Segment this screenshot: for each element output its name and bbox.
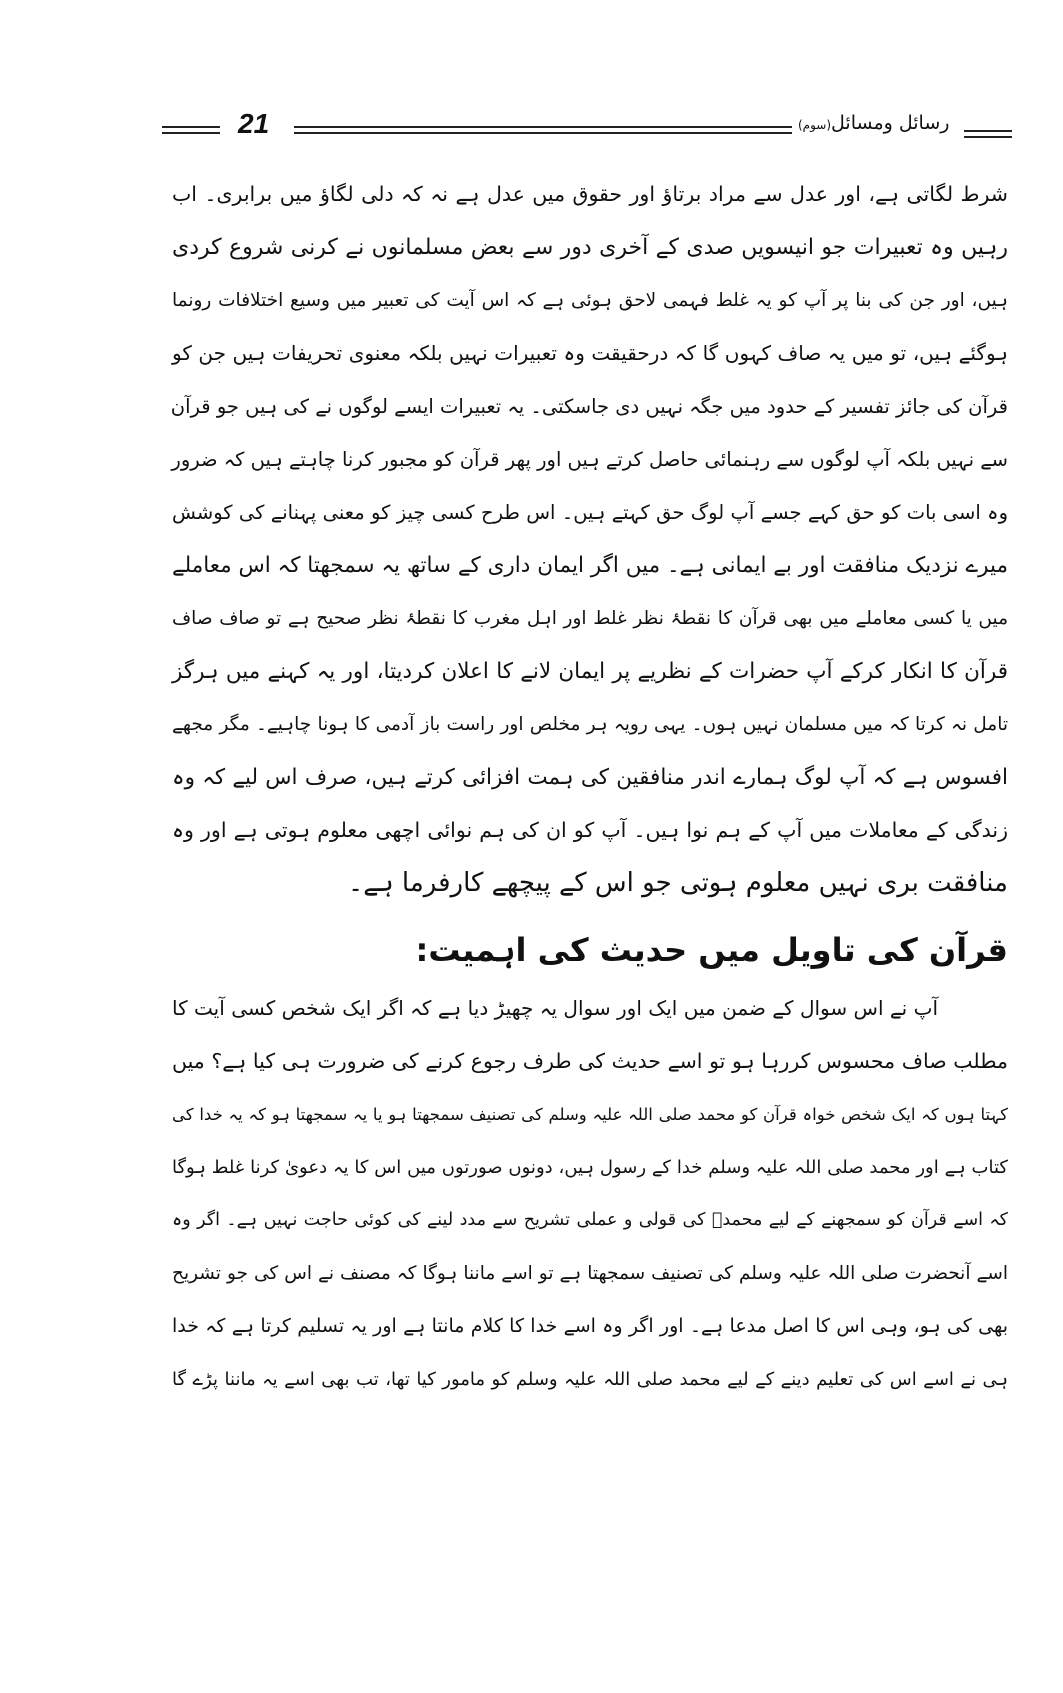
paragraph xyxy=(172,168,1008,910)
text-line: میں یا کسی معاملے میں بھی قرآن کا نقطۂ نظر غلط اور اہل مغرب کا نقطۂ نظر صحیح ہے تو صاف صاف xyxy=(172,608,1008,629)
text-line: ہی نے اسے اس کی تعلیم دینے کے لیے محمد صلی اللہ علیہ وسلم کو مامور کیا تھا، تب بھی اسے یہ ماننا پڑے گا xyxy=(172,1369,1008,1390)
text-line: کتاب ہے اور محمد صلی اللہ علیہ وسلم خدا کے رسول ہیں، دونوں صورتوں میں اس کا یہ دعویٰ کرنا غلط ہوگا xyxy=(172,1157,1008,1178)
text-line: قرآن کی جائز تفسیر کے حدود میں جگہ نہیں دی جاسکتی۔ یہ تعبیرات ایسے لوگوں نے کی ہیں جو قرآن xyxy=(170,395,1008,418)
page-number: 21 xyxy=(238,108,270,139)
text-line: وہ اسی بات کو حق کہے جسے آپ لوگ حق کہتے ہیں۔ اس طرح کسی چیز کو معنی پہنانے کی کوشش xyxy=(172,501,1008,524)
text-line: سے نہیں بلکہ آپ لوگوں سے رہنمائی حاصل کرتے ہیں اور پھر قرآن کو مجبور کرنا چاہتے ہیں کہ ضرور xyxy=(171,448,1008,471)
text-line: کہتا ہوں کہ ایک شخص خواہ قرآن کو محمد صلی اللہ علیہ وسلم کی تصنیف سمجھتا ہو یا یہ سمجھتا ہو کہ یہ خدا کی xyxy=(172,1105,1008,1124)
book-title: رسائل ومسائل xyxy=(831,112,950,134)
header-rule xyxy=(294,126,792,134)
header-rule xyxy=(964,130,1012,138)
text-line: افسوس ہے کہ آپ لوگ ہمارے اندر منافقین کی ہمت افزائی کرتے ہیں، صرف اس لیے کہ وہ xyxy=(172,765,1008,790)
text-line: ہوگئے ہیں، تو میں یہ صاف کہوں گا کہ درحقیقت وہ تعبیرات نہیں بلکہ معنوی تحریفات ہیں جن کو xyxy=(172,341,1008,365)
text-line: قرآن کا انکار کرکے آپ حضرات کے نظریے پر ایمان لانے کا اعلان کردیتا، اور یہ کہنے میں ہرگز xyxy=(172,659,1008,684)
text-line: میرے نزدیک منافقت اور بے ایمانی ہے۔ میں اگر ایمان داری کے ساتھ یہ سمجھتا کہ اس معاملے xyxy=(172,553,1008,578)
text-line: زندگی کے معاملات میں آپ کے ہم نوا ہیں۔ آپ کو ان کی ہم نوائی اچھی معلوم ہوتی ہے اور وہ xyxy=(172,818,1008,842)
text-line: اسے آنحضرت صلی اللہ علیہ وسلم کی تصنیف سمجھتا ہے تو اسے ماننا ہوگا کہ مصنف نے اس کی جو تشریح xyxy=(172,1263,1008,1284)
text-line: ہیں، اور جن کی بنا پر آپ کو یہ غلط فہمی لاحق ہوئی ہے کہ اس آیت کی تعبیر میں وسیع اختلافات رونما xyxy=(172,290,1008,311)
text-line: رہیں وہ تعبیرات جو انیسویں صدی کے آخری دور سے بعض مسلمانوں نے کرنی شروع کردی xyxy=(172,235,1008,260)
text-line: مطلب صاف محسوس کررہا ہو تو اسے حدیث کی طرف رجوع کرنے کی ضرورت ہی کیا ہے؟ میں xyxy=(172,1049,1008,1073)
text-line: آپ نے اس سوال کے ضمن میں ایک اور سوال یہ چھیڑ دیا ہے کہ اگر ایک شخص کسی آیت کا xyxy=(172,996,938,1020)
header-rule xyxy=(162,126,220,134)
text-line: بھی کی ہو، وہی اس کا اصل مدعا ہے۔ اور اگر وہ اسے خدا کا کلام مانتا ہے اور یہ تسلیم کرتا ہے کہ خدا xyxy=(172,1315,1008,1337)
text-line: منافقت بری نہیں معلوم ہوتی جو اس کے پیچھے کارفرما ہے۔ xyxy=(347,868,1008,898)
running-title xyxy=(798,112,949,134)
paragraph xyxy=(172,982,1008,1406)
text-line: تامل نہ کرتا کہ میں مسلمان نہیں ہوں۔ یہی رویہ ہر مخلص اور راست باز آدمی کا ہونا چاہیے۔ مگر مجھے xyxy=(172,714,1008,735)
text-line: شرط لگاتی ہے، اور عدل سے مراد برتاؤ اور حقوق میں عدل ہے نہ کہ دلی لگاؤ میں برابری۔ اب xyxy=(172,182,1008,206)
volume-label: (سوم) xyxy=(798,118,832,132)
page-body xyxy=(172,168,1008,1406)
page-header xyxy=(162,108,1012,148)
text-line: کہ اسے قرآن کو سمجھنے کے لیے محمدؐ کی قولی و عملی تشریح سے مدد لینے کی کوئی حاجت نہیں ہے۔ اگر وہ xyxy=(172,1210,1008,1230)
section-heading: قرآن کی تاویل میں حدیث کی اہمیت: xyxy=(415,931,1008,969)
